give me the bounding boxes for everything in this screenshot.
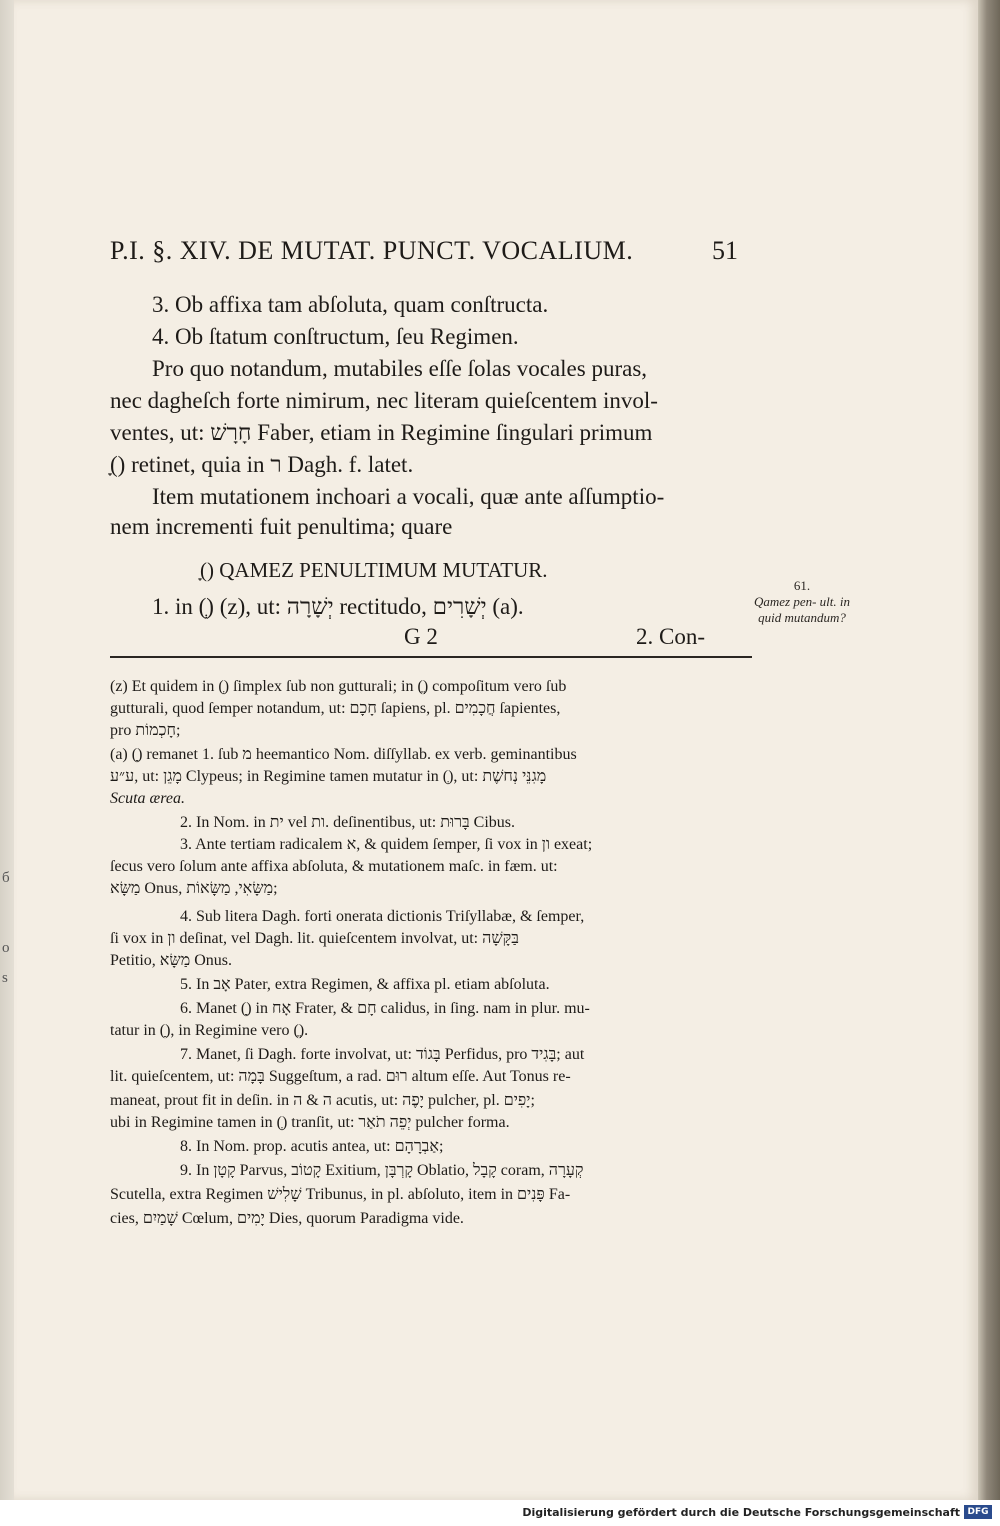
footnote-line: 3. Ante tertiam radicalem א, & quidem ſemper, ſi vox in ון exeat; [180, 836, 593, 853]
digitization-credit: Digitalisierung gefördert durch die Deutsche Forschungsgemeinschaft [522, 1506, 960, 1519]
margin-note-text: Qamez pen- ult. in quid mutandum? [753, 594, 851, 625]
footnote-line: Scutella, extra Regimen שָׁלִישׁ Tribunus, in pl. abſoluto, item in פָּנִים Fa- [110, 1186, 571, 1203]
footnote-line: (z) Et quidem in (ְ) ſimplex ſub non gutturali; in (ֲ) compoſitum vero ſub [110, 678, 567, 695]
body-line: 4. Ob ſtatum conſtructum, ſeu Regimen. [152, 324, 519, 349]
footnote-rule [110, 656, 752, 658]
body-line: (ָ) retinet, quia in ר Dagh. f. latet. [110, 452, 414, 477]
previous-page-edge [0, 0, 15, 1500]
body-line: 1. in (ְ) (z), ut: יְשָׁרָה rectitudo, יְשָׁרִים (a). [152, 594, 524, 619]
footnote-line: ubi in Regimine tamen in (ְ) tranſit, ut: יְפֵה תֹאַר pulcher forma. [110, 1114, 510, 1131]
footnote-line: Petitio, מַשָּׂא Onus. [110, 952, 232, 969]
body-line: Item mutationem inchoari a vocali, quæ ante aſſumptio- [152, 484, 665, 509]
bleed-mark: s [2, 970, 8, 986]
catchword: 2. Con- [636, 624, 705, 649]
bleed-mark: o [2, 940, 10, 956]
footnote-line: cies, שָׁמַיִם Cœlum, יָמִים Dies, quorum Paradigma vide. [110, 1210, 464, 1227]
footnote-line: ע״ע, ut: מָגֵן Clypeus; in Regimine tamen mutatur in (ְ), ut: מָגִנֵּי נְחשֶׁת [110, 768, 547, 785]
body-line: nec dagheſch forte nimirum, nec literam quieſcentem invol- [110, 388, 658, 413]
footnote-line: 5. In אָב Pater, extra Regimen, & affixa pl. etiam abſoluta. [180, 976, 550, 993]
page-edge-shadow [978, 0, 1000, 1500]
body-line: 3. Ob affixa tam abſoluta, quam conſtructa. [152, 292, 549, 317]
footnote-line: pro חָכְמוֹת; [110, 722, 181, 739]
footnote-line: gutturali, quod ſemper notandum, ut: חָכָם ſapiens, pl. חֲכָמִים ſapientes, [110, 700, 561, 717]
footnote-line: 8. In Nom. prop. acutis antea, ut: אַבְרָהָם; [180, 1138, 444, 1155]
footnote-line: 2. In Nom. in ית vel ות. deſinentibus, ut: בָּרוּת Cibus. [180, 814, 516, 831]
footnote-line: ſi vox in ון deſinat, vel Dagh. lit. quieſcentem involvat, ut: בַּקָּשָׁה [110, 930, 519, 947]
running-title: P.I. §. XIV. DE MUTAT. PUNCT. VOCALIUM. [110, 236, 634, 265]
page-number: 51 [712, 236, 738, 265]
section-heading: (ָ) QAMEZ PENULTIMUM MUTATUR. [200, 558, 548, 582]
body-line: nem incrementi fuit penultima; quare [110, 514, 453, 539]
footnote-line: 7. Manet, ſi Dagh. forte involvat, ut: בָּגוֹד Perfidus, pro בָּגִיד; aut [180, 1046, 585, 1063]
footnote-line: tatur in (ַ), in Regimine vero (ֲ). [110, 1022, 309, 1039]
footnote-line: maneat, prout fit in deſin. in ה & ה acutis, ut: יָפֶה pulcher, pl. יָפִים; [110, 1092, 535, 1109]
footnote-line: 9. In קָטָן Parvus, קָטוֹב Exitium, קָרְבָּן Oblatio, קָבָל coram, קְעָרָה [180, 1162, 584, 1179]
footnote-line: ſecus vero ſolum ante affixa abſoluta, & mutationem maſc. in fæm. ut: [110, 858, 558, 875]
body-line: ventes, ut: חָרָשׁ Faber, etiam in Regimine ſingulari primum [110, 420, 653, 445]
body-line: Pro quo notandum, mutabiles eſſe ſolas vocales puras, [152, 356, 648, 381]
footnote-line: 6. Manet (ָ) in אָח Frater, & חָם calidus, in ſing. nam in plur. mu- [180, 1000, 590, 1017]
margin-note-number: 61. [793, 578, 811, 593]
signature-mark: G 2 [404, 624, 438, 649]
margin-note [752, 578, 852, 626]
footnote-line: lit. quieſcentem, ut: בָּמָה Suggeſtum, a rad. רוּם altum eſſe. Aut Tonus re- [110, 1068, 571, 1085]
footnote-line: 4. Sub litera Dagh. forti onerata dictionis Triſyllabæ, & ſemper, [180, 908, 585, 925]
dfg-logo: DFG [964, 1505, 992, 1519]
footnote-line: מַשָּׂא Onus, מַשָּׂאִי, מַשָּׂאוֹת; [110, 880, 278, 897]
footnote-line: (a) (ָ) remanet 1. ſub מ heemantico Nom. diſſyllab. ex verb. geminantibus [110, 746, 577, 763]
footnote-line: Scuta ærea. [110, 790, 185, 807]
bleed-mark: б [2, 870, 10, 886]
